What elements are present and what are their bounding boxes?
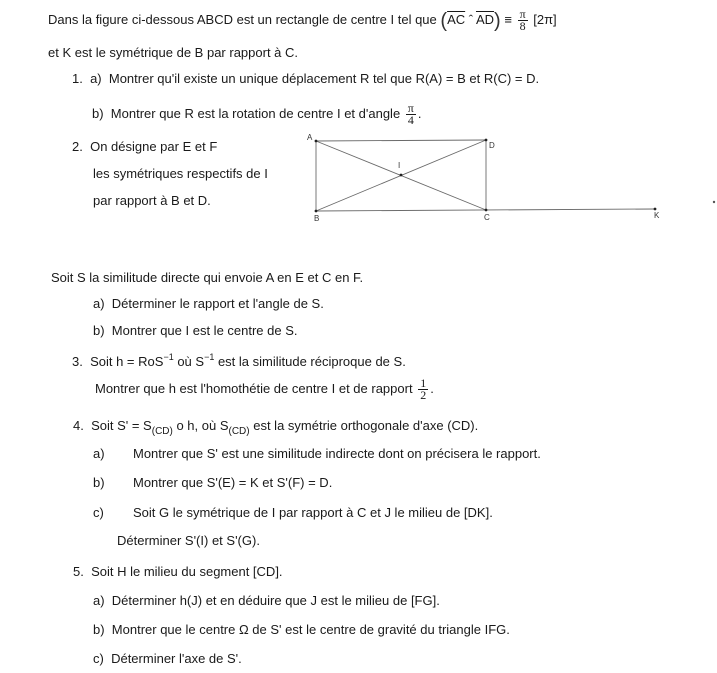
s-b	[93, 323, 298, 339]
q5-b	[93, 622, 510, 638]
q4-number: 4.	[73, 418, 84, 433]
q4-line-1	[73, 418, 478, 440]
q3-number: 3.	[72, 354, 83, 369]
s-b-label: b)	[93, 323, 105, 338]
point-label-a: A	[307, 133, 313, 142]
q5-a	[93, 593, 440, 609]
q1-b-label: b)	[92, 105, 104, 121]
q5-c-label: c)	[93, 651, 104, 666]
q5-a-text: Déterminer h(J) et en déduire que J est le milieu de [FG].	[111, 593, 440, 608]
q4-a	[93, 446, 541, 462]
close-paren: )	[494, 9, 501, 32]
point-d	[485, 139, 488, 142]
q5-c	[93, 651, 242, 667]
frac-den: 8	[519, 19, 526, 33]
s-definition: Soit S la similitude directe qui envoie A en E et C en F.	[51, 270, 364, 285]
q1-a-label: a)	[90, 71, 102, 86]
q4-sub-1: (CD)	[151, 426, 173, 437]
frac-den: 4	[407, 113, 414, 127]
q5-number: 5.	[73, 564, 84, 579]
s-b-text: Montrer que I est le centre de S.	[111, 323, 298, 338]
q5-b-text: Montrer que le centre Ω de S' est le centre de gravité du triangle IFG.	[111, 622, 510, 637]
q3-sup-2: −1	[204, 352, 215, 362]
s-a	[93, 296, 324, 312]
q4-b-label: b)	[93, 475, 105, 490]
equiv-sign: ≡	[504, 11, 512, 27]
q4-b	[93, 475, 333, 491]
q3-line-1	[72, 349, 406, 370]
angle-separator: ˆ	[465, 11, 476, 27]
scan-speck	[713, 201, 715, 203]
q3-line-2-text: Montrer que h est l'homothétie de centre I et de rapport	[95, 380, 413, 396]
q5-line-1	[73, 564, 283, 580]
q4-b-text: Montrer que S'(E) = K et S'(F) = D.	[133, 475, 333, 490]
open-paren: (	[440, 9, 448, 32]
frac-num: π	[407, 101, 414, 115]
q2-line-3: par rapport à B et D.	[93, 193, 211, 208]
s-a-text: Déterminer le rapport et l'angle de S.	[111, 296, 324, 311]
fraction-one-half	[418, 378, 428, 401]
point-i	[400, 174, 403, 177]
q5-a-label: a)	[93, 593, 105, 608]
q2-text-1: On désigne par E et F	[90, 139, 218, 154]
q4-c-line-2: Déterminer S'(I) et S'(G).	[117, 533, 260, 548]
q4-a-text: Montrer que S' est une similitude indirecte dont on précisera le rapport.	[133, 446, 541, 461]
q3-line-2	[95, 378, 434, 401]
q4-c	[93, 505, 493, 521]
q3-line-2-end: .	[430, 380, 434, 396]
q4-c-text: Soit G le symétrique de I par rapport à C et J le milieu de [DK].	[133, 505, 493, 520]
intro-text: Dans la figure ci-dessous ABCD est un rectangle de centre I tel que	[48, 11, 437, 27]
point-label-b: B	[314, 214, 320, 223]
point-label-i: I	[398, 161, 401, 170]
q1-b-end: .	[417, 105, 422, 121]
geometry-figure	[0, 0, 717, 260]
point-k	[654, 208, 657, 211]
q2-line-2: les symétriques respectifs de I	[93, 166, 268, 181]
point-label-c: C	[484, 213, 490, 222]
q3-text-end: est la similitude réciproque de S.	[214, 354, 406, 369]
q3-text-mid: où S	[173, 354, 205, 369]
frac-num: 1	[420, 376, 427, 390]
q5-b-label: b)	[93, 622, 105, 637]
modulo: [2π]	[533, 11, 557, 27]
q1-b-text: Montrer que R est la rotation de centre I et d'angle	[110, 105, 401, 121]
q4-sub-2: (CD)	[228, 426, 250, 437]
segment-ad	[316, 140, 486, 141]
point-label-d: D	[489, 141, 495, 150]
q1-number: 1.	[72, 71, 83, 86]
frac-num: π	[519, 7, 526, 21]
frac-den: 2	[420, 388, 427, 402]
point-c	[485, 209, 488, 212]
q3-text-prefix: Soit h = RoS	[90, 354, 164, 369]
q4-c-label: c)	[93, 505, 104, 520]
point-a	[315, 140, 318, 143]
q3-sup-1: −1	[163, 352, 174, 362]
q1-a-text: Montrer qu'il existe un unique déplacement R tel que R(A) = B et R(C) = D.	[108, 71, 540, 86]
intro-line-2: et K est le symétrique de B par rapport à C.	[48, 45, 299, 60]
q5-c-text: Déterminer l'axe de S'.	[111, 651, 242, 666]
point-b	[315, 210, 318, 213]
vector-ad: $\overline{AD}$	[475, 11, 495, 27]
q5-text: Soit H le milieu du segment [CD].	[91, 564, 283, 579]
q4-a-label: a)	[93, 446, 105, 461]
q4-text-mid: o h, où S	[172, 418, 229, 433]
s-a-label: a)	[93, 296, 105, 311]
point-label-k: K	[654, 211, 660, 220]
q4-text-prefix: Soit S' = S	[91, 418, 152, 433]
q2-number: 2.	[72, 139, 83, 154]
vector-ac: $\overline{AC}$	[447, 11, 466, 27]
q4-text-end: est la symétrie orthogonale d'axe (CD).	[249, 418, 479, 433]
